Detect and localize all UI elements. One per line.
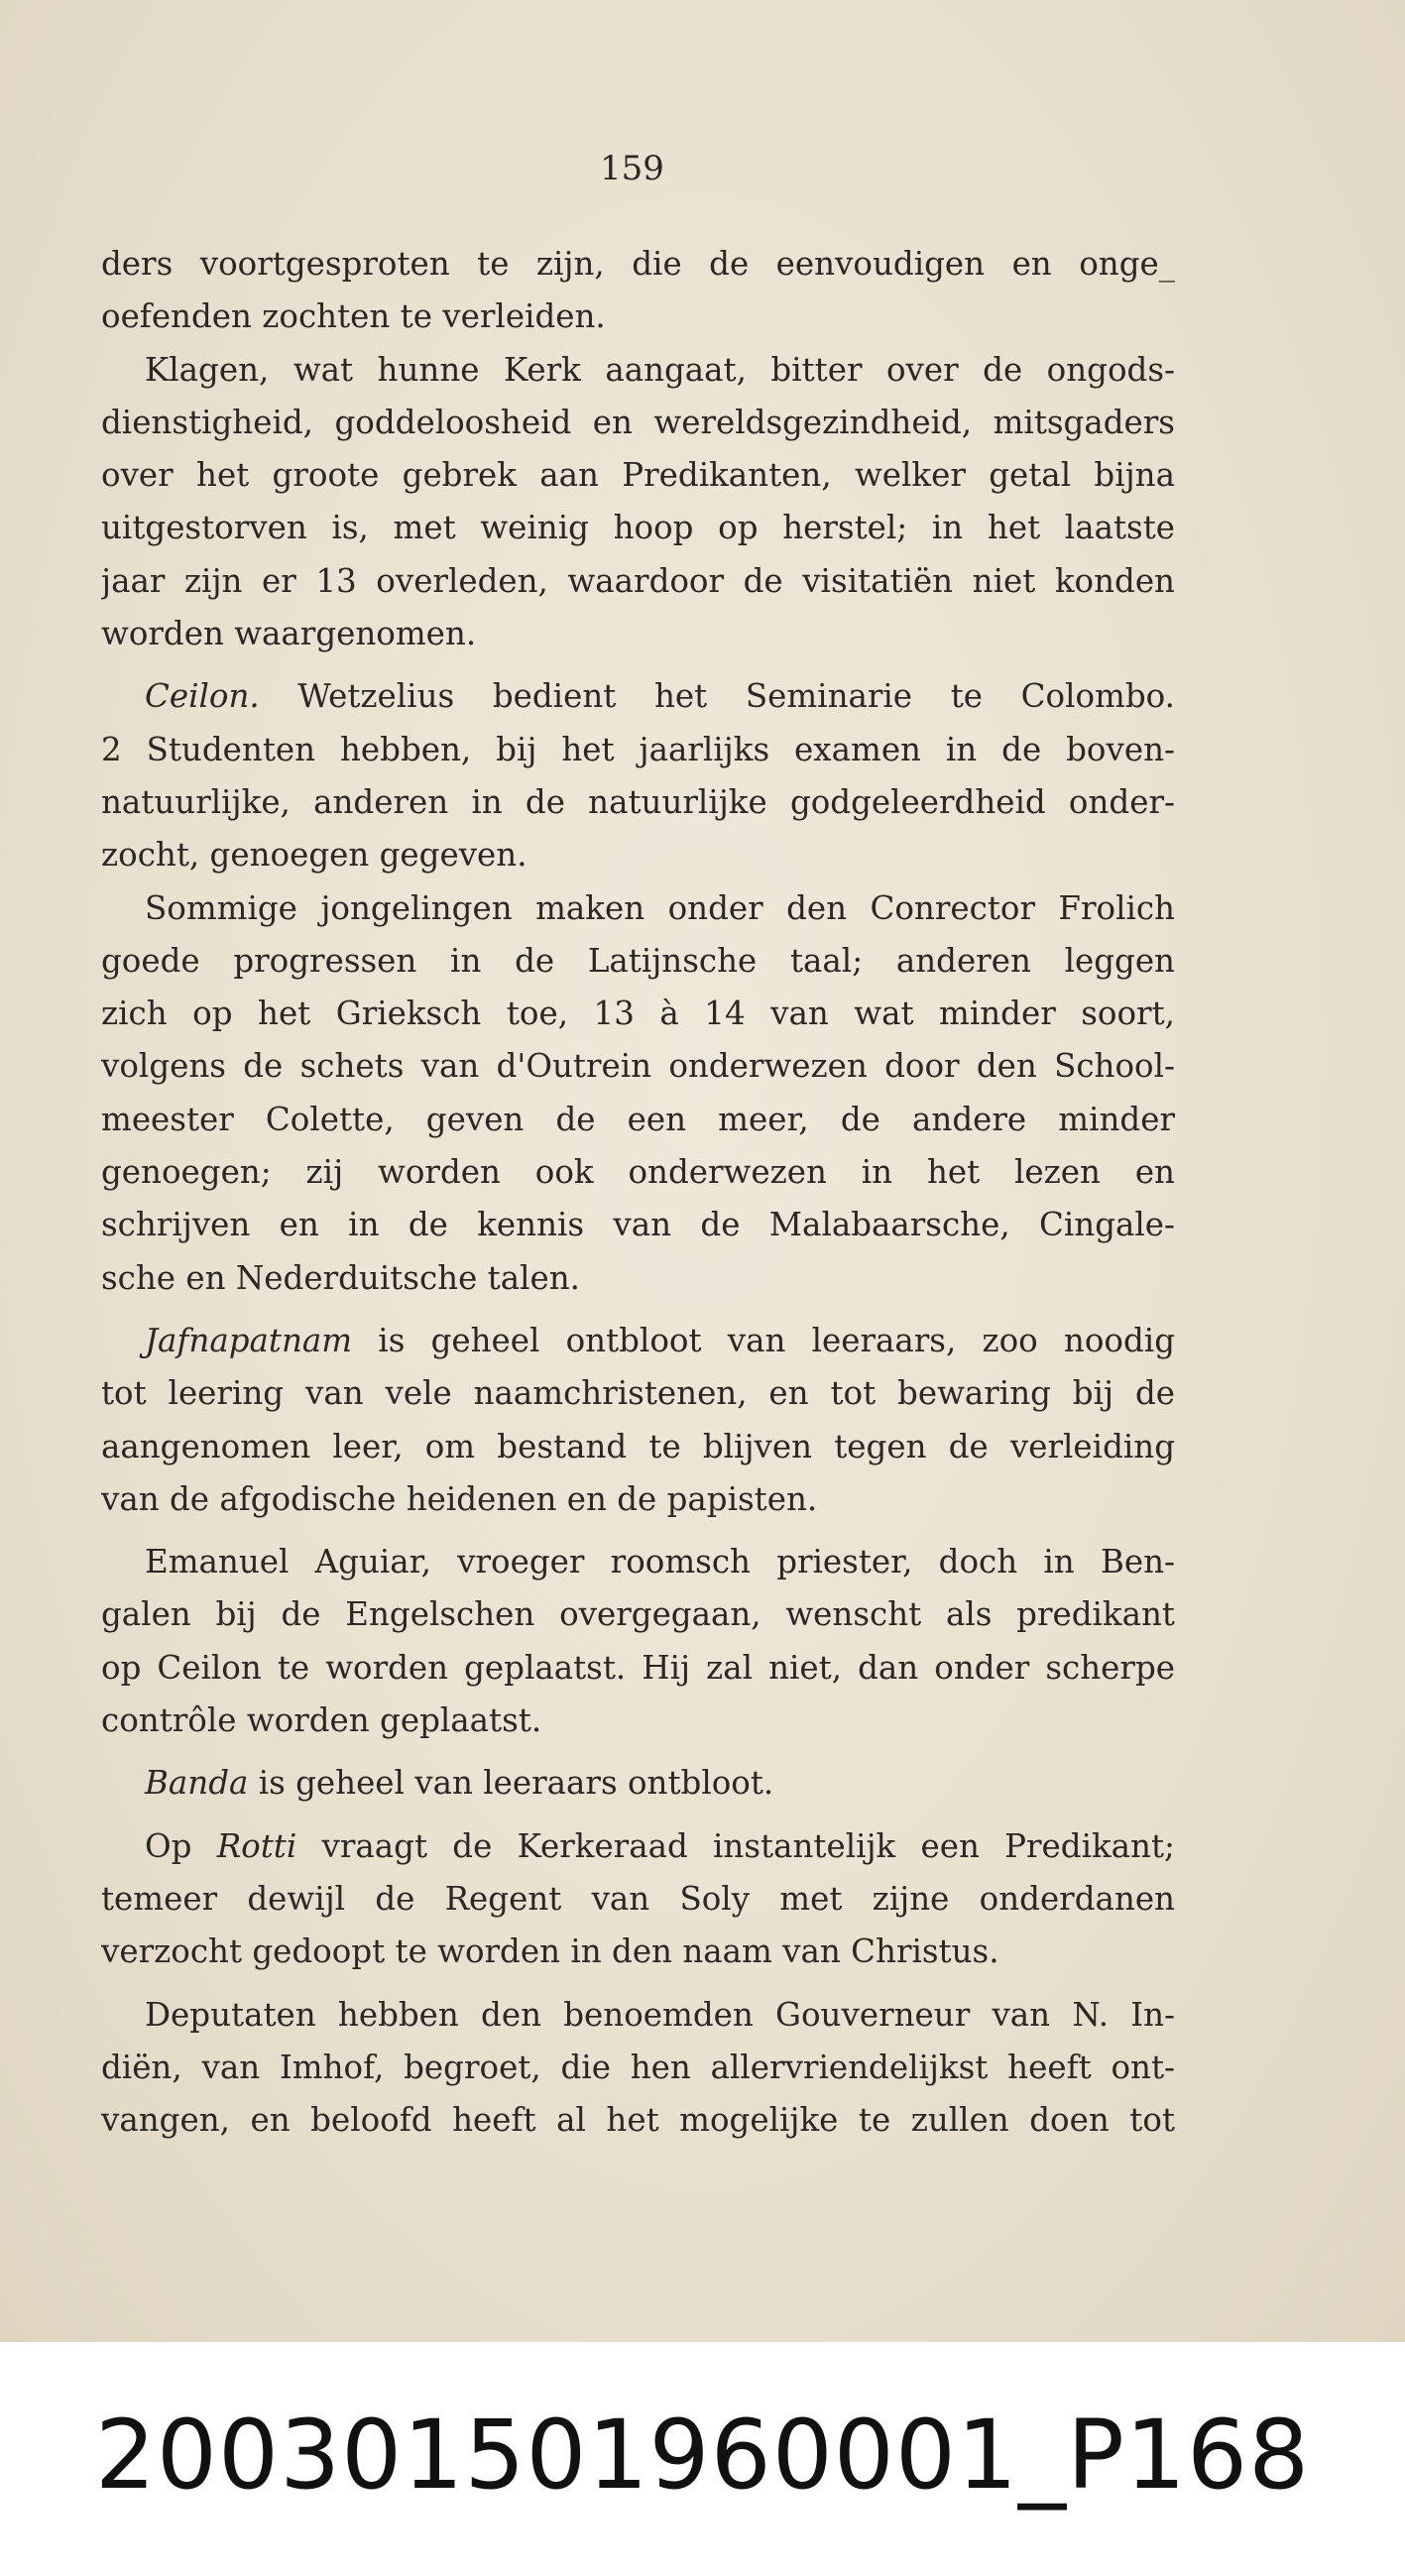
text-line: dienstigheid, goddeloosheid en wereldsgezindheid, mitsgaders [101,403,1175,441]
text-line [101,670,1175,723]
text-line: tot leering van vele naamchristenen, en tot bewaring bij de [101,1374,1175,1413]
text-segment: Op [145,1826,217,1865]
text-line: diën, van Imhof, begroet, die hen allervriendelijkst heeft ont- [101,2048,1175,2086]
text-line: natuurlijke, anderen in de natuurlijke godgeleerdheid onder- [101,782,1175,821]
text-segment: is geheel ontbloot van leeraars, zoo noodig [352,1321,1175,1359]
scan-identifier: 20030150196000​1_P168 [94,2400,1311,2511]
text-line [101,1820,1175,1873]
place-name: Banda [145,1764,249,1803]
text-line [101,1757,1175,1810]
text-line: Klagen, wat hunne Kerk aangaat, bitter over de ongods- [145,350,1175,389]
text-segment: vraagt de Kerkeraad instantelijk een Predikant; [296,1826,1175,1865]
text-segment: Wetzelius bedient het Seminarie te Colombo. [259,677,1175,716]
text-line: van de afgodische heidenen en de papisten. [101,1479,818,1518]
text-line: 2 Studenten hebben, bij het jaarlijks examen in de boven- [101,730,1175,768]
text-line: volgens de schets van d'Outrein onderwezen door den School- [101,1047,1175,1086]
text-line: Sommige jongelingen maken onder den Conrector Frolich [145,888,1175,927]
text-line: worden waargenomen. [101,615,477,653]
text-line: verzocht gedoopt te worden in den naam van Christus. [101,1932,999,1971]
text-line: aangenomen leer, om bestand te blijven tegen de verleiding [101,1427,1175,1465]
text-line: uitgestorven is, met weinig hoop op herstel; in het laatste [101,509,1175,547]
text-line: temeer dewijl de Regent van Soly met zijne onderdanen [101,1879,1175,1918]
text-line: meester Colette, geven de een meer, de andere minder [101,1100,1175,1138]
body-text [101,238,1175,2147]
text-segment: is geheel van leeraars ontbloot. [248,1764,774,1803]
text-line: Deputaten hebben den benoemden Gouverneur van N. In- [145,1995,1175,2034]
page-number: 159 [600,149,664,188]
text-line: schrijven en in de kennis van de Malabaarsche, Cingale- [101,1206,1175,1244]
text-line: over het groote gebrek aan Predikanten, welker getal bijna [101,456,1175,495]
text-line: zich op het Grieksch toe, 13 à 14 van wat minder soort, [101,995,1175,1033]
place-name: Rotti [216,1826,297,1865]
text-line: oefenden zochten te verleiden. [101,297,606,336]
text-line: jaar zijn er 13 overleden, waardoor de visitatiën niet konden [101,561,1175,600]
text-line [101,1315,1175,1367]
text-line: sche en Nederduitsche talen. [101,1258,581,1297]
place-name: Jafnapatnam [145,1321,353,1359]
place-name: Ceilon. [145,677,260,716]
text-line: op Ceilon te worden geplaatst. Hij zal niet, dan onder scherpe [101,1648,1175,1687]
text-line: galen bij de Engelschen overgegaan, wenscht als predikant [101,1595,1175,1634]
text-line: zocht, genoegen gegeven. [101,836,527,875]
text-line: genoegen; zij worden ook onderwezen in het lezen en [101,1153,1175,1192]
text-line: goede progressen in de Latijnsche taal; anderen leggen [101,941,1175,980]
text-line: ders voortgesproten te zijn, die de eenvoudigen en onge_ [101,245,1175,283]
text-line: Emanuel Aguiar, vroeger roomsch priester, doch in Ben- [145,1543,1175,1581]
text-line: contrôle worden geplaatst. [101,1701,542,1740]
text-line: vangen, en beloofd heeft al het mogelijke te zullen doen tot [101,2101,1175,2140]
